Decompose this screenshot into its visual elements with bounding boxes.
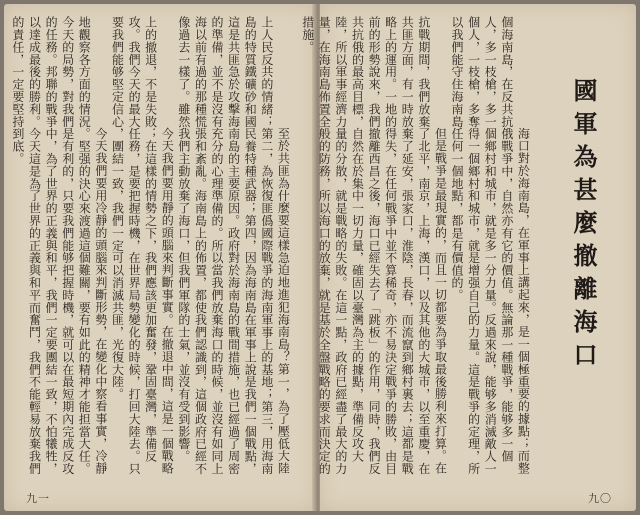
left-page-body (10, 16, 308, 476)
chapter-title: 國軍為甚麼撤離海口 (569, 78, 598, 375)
right-page (300, 4, 636, 511)
right-page-body (300, 16, 548, 476)
left-paragraph-1: 至於共匪為什麼要這樣急迫地進犯海南島？第一，為了壓低大陸上人民反共的情緒；第二，為恢復匪僞國際戰爭的海南軍事上的基地；第三，用海南島的特質鐵礦砂和國民養特種武器；第四，因為海南島在軍事上說是我們一個戰點，這是共匪急於攻擊海南島的主要原因。政府對於海南島的戰間措施，也已經過了周密的準備，並不是沒有充分的心理準備的。所以當我們放棄海口的時候，並沒有如同上海以前有過的那種慌張和紊亂。海南島上的佈置，都使我們認識到，這個政府已經不像過去一樣了。雖然我們主動放棄了海口，但我們軍隊的士氣，並沒有受到影響。 (176, 16, 291, 475)
left-page (4, 4, 316, 511)
right-page-number: 九〇 (588, 492, 612, 505)
right-paragraph-2: 但是戰爭是最現實的，而且一切都要為爭取最後勝利來打算。在抗戰期間，我們放棄了北平，南京，上海，漢口，以及其他的大城市，以至重慶，在共匪方面，有一時放棄了延安，張家口，淮陰，長春，而流竄到鄉村裏去；這都是戰略上的運用。一地的得失，在任何戰爭中並不算稀奇，亦不易決定戰爭的勝敗，由目前的形勢說來，我們撤離西昌之後，海口已經失去了「跳板」的作用，同時，我們反共抗俄的最高目標，自然在於集中一切力量，確固以臺灣為主的據點，準備反攻大陸，所以軍事經濟力量的分散，就是戰略的失敗。在這一點，政府已經盡了最大的力量，在海南島佈置全般的防務，所以海口的放棄，就是基於全盤戰略的要求而決定的措施。 (300, 16, 448, 475)
left-paragraph-2: 今天我們要用靜的頭腦來判斷事實。在撤退中間，這是一個戰略上的撤退，不是失敗；在這樣的情勢之下，我們應該更加奮發，鞏固臺灣，準備反攻。我們今天的最大任務，是要把握時機，在世界局勢變化的時候，打回大陸去。只要我們能够堅定信心，團結一致，我們一定可以消滅共匪，光復大陸。 (110, 16, 175, 475)
left-page-number: 九一 (26, 492, 50, 505)
right-paragraph-1: 海口對於海南島，在軍事上講起來，是一個極重要的據點；而整個海南島，在反共抗俄戰爭中，自然亦有它的價值。無論那一種戰爭，能够多一個人，多一枝槍，多一個鄉村和城市，就是多一分力量。反過來說，能够多消滅敵人一個人，一枝槍，多奪得一個鄉村和城市，就是增强自己的力量。這是戰爭的定理，所以我們能守住海南島任何一個地點，都是有價值的。 (450, 16, 531, 475)
left-paragraph-3: 今天我們要用冷靜的頭腦來判斷形勢，在變化中察看事實，冷靜地觀察各方面的情況。堅强的決心來渡過這個難關，要有如此的精神才能担當大任。今天的局勢，對我們是有利的，只要我們能够把握時機，就可以在最短期內完成反攻的任務。邦聯的戰爭中，為了世界的正義與和平，我們一定要團結一致，不怕犧牲，以達成最後的勝利。今天這是為了世界的正義與和平而奮鬥，我們不能輕易放棄我們的責任，一定要堅持到底。 (10, 16, 108, 475)
